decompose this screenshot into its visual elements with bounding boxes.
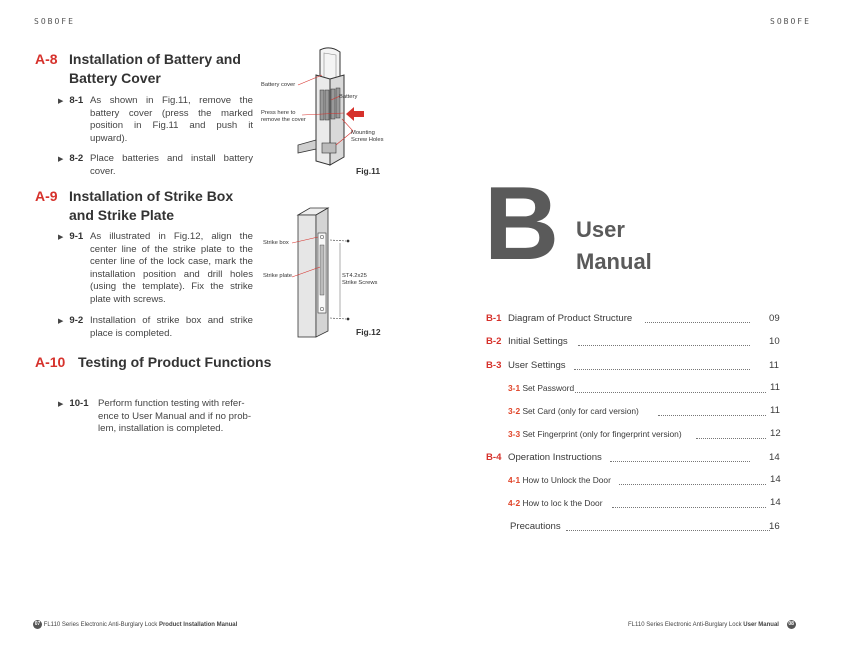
toc-label: 3-2 (508, 406, 521, 416)
footer-series: FL110 Series Electronic Anti-Burglary Lock (628, 622, 744, 629)
toc-page: 09 (769, 313, 780, 324)
toc-label: B-3 (486, 360, 502, 371)
toc-leader-dots (610, 461, 750, 462)
toc-entry[interactable] (486, 452, 786, 464)
toc-label: B-2 (486, 336, 502, 347)
section-a8-heading (35, 50, 265, 86)
chapter-title (576, 214, 652, 278)
step-number: 10-1 (69, 398, 89, 409)
text-line: As illustrated in Fig.12, align the (90, 231, 253, 242)
toc-text: Initial Settings (508, 336, 568, 347)
step-9-2 (58, 315, 87, 329)
bullet-triangle-icon: ▶ (58, 401, 64, 408)
step-9-1 (58, 231, 87, 245)
text-line: place is completed. (90, 327, 173, 339)
text-line: lem, installation is completed. (98, 423, 224, 435)
toc-leader-dots (645, 322, 750, 323)
figure-12-caption: Fig.12 (356, 327, 381, 337)
toc-label: 3-1 (508, 383, 521, 393)
toc-page: 11 (770, 405, 780, 416)
footer-manual-name: User Manual (743, 622, 779, 629)
toc-text: User Settings (508, 360, 566, 371)
toc-page: 14 (770, 474, 781, 485)
text-line: upward). (90, 132, 128, 144)
toc-page: 10 (769, 336, 780, 347)
toc-text: How to loc k the Door (522, 498, 603, 508)
toc-page: 14 (770, 497, 781, 508)
callout-press-here (261, 110, 306, 124)
step-9-2-text (90, 315, 253, 340)
footer-manual-name: Product Installation Manual (158, 622, 238, 629)
text-line: (using the template). Fix the strike (90, 281, 253, 293)
toc-label: B-1 (486, 313, 502, 324)
text-line: Perform function testing with refer- (98, 398, 245, 409)
step-8-2 (58, 153, 87, 167)
toc-label: B-4 (486, 452, 502, 463)
toc-subentry[interactable] (508, 406, 786, 418)
text-line: As shown in Fig.11, remove the (90, 95, 253, 106)
footer-right (628, 620, 796, 629)
toc-page: 14 (769, 452, 780, 463)
step-number: 9-2 (69, 315, 84, 326)
callout-line: Mounting (351, 130, 375, 136)
toc-label: 4-2 (508, 498, 521, 508)
chapter-letter: B (484, 166, 558, 282)
page-number-badge: 07 (34, 621, 41, 627)
callout-battery: Battery (339, 94, 358, 100)
step-8-2-text (90, 153, 253, 178)
bullet-triangle-icon: ▶ (58, 234, 64, 241)
text-line: center line of the strike plate to the (90, 243, 253, 255)
toc-text: Set Fingerprint (only for fingerprint version) (522, 429, 682, 439)
section-number: A-8 (35, 51, 58, 67)
figure-11-caption: Fig.11 (356, 166, 381, 176)
section-number: A-10 (35, 354, 66, 370)
text-line: Place batteries and install battery (90, 153, 253, 164)
page-number-badge: 08 (788, 621, 794, 627)
toc-page: 16 (769, 521, 780, 532)
text-line: installation position and drill holes (90, 268, 253, 280)
brand-logo-left: SOBOFE (34, 17, 75, 26)
toc-entry[interactable] (486, 313, 786, 325)
callout-line: Press here to (261, 110, 296, 116)
callout-mounting-screws (351, 130, 384, 144)
toc-leader-dots (619, 484, 766, 485)
toc-entry[interactable] (486, 336, 786, 348)
brand-logo-right: SOBOFE (770, 17, 811, 26)
toc-leader-dots (566, 530, 770, 531)
callout-strike-box: Strike box (263, 240, 289, 246)
toc-text: Operation Instructions (508, 452, 602, 463)
footer-series: FL110 Series Electronic Anti-Burglary Lock (43, 622, 159, 629)
text-line: Installation of strike box and strike (90, 315, 253, 326)
bullet-triangle-icon: ▶ (58, 156, 64, 163)
step-8-1-text (90, 95, 253, 145)
step-9-1-text (90, 231, 253, 307)
step-10-1-text (98, 398, 263, 436)
toc-subentry[interactable] (508, 498, 786, 510)
callout-line: ST4.2x25 (342, 273, 367, 279)
chapter-title-line: User (576, 217, 625, 242)
chapter-title-line: Manual (576, 249, 652, 274)
callout-strike-plate: Strike plate (263, 273, 292, 279)
text-line: plate with screws. (90, 293, 166, 305)
toc-subentry[interactable] (508, 383, 786, 395)
toc-entry[interactable] (486, 360, 786, 372)
toc-leader-dots (696, 438, 766, 439)
toc-page: 11 (770, 382, 780, 393)
section-title: Installation of Strike Box (69, 188, 234, 204)
callout-strike-screws (342, 273, 377, 287)
section-title: Battery Cover (69, 70, 161, 86)
text-line: position in Fig.11 and push it (90, 120, 253, 132)
toc-text: Set Card (only for card version) (522, 406, 639, 416)
toc-text: Precautions (510, 521, 561, 532)
toc-text: Set Password (522, 383, 575, 393)
step-number: 8-2 (69, 153, 84, 164)
text-line: ence to User Manual and if no prob- (98, 410, 252, 422)
section-title: Installation of Battery and (69, 51, 241, 67)
toc-subentry[interactable] (508, 475, 786, 487)
toc-text: Diagram of Product Structure (508, 313, 633, 324)
bullet-triangle-icon: ▶ (58, 98, 64, 105)
section-title: and Strike Plate (69, 207, 175, 223)
section-title: Testing of Product Functions (78, 354, 272, 370)
step-10-1 (58, 398, 93, 412)
section-number: A-9 (35, 188, 58, 204)
step-number: 8-1 (69, 95, 84, 106)
toc-leader-dots (575, 392, 766, 393)
bullet-triangle-icon: ▶ (58, 318, 64, 325)
toc-label: 4-1 (508, 475, 521, 485)
toc-subentry[interactable] (508, 429, 786, 441)
text-line: cover. (90, 165, 116, 177)
callout-line: remove the cover (261, 117, 306, 123)
section-a9-heading (35, 187, 265, 223)
section-a10-heading (35, 353, 285, 372)
callout-line: Strike Screws (342, 280, 378, 286)
callout-line: Screw Holes (351, 137, 384, 143)
toc-leader-dots (578, 345, 750, 346)
toc-leader-dots (574, 369, 750, 370)
text-line: battery cover (press the marked (90, 107, 253, 119)
toc-label: 3-3 (508, 429, 521, 439)
toc-leader-dots (612, 507, 766, 508)
toc-leader-dots (658, 415, 766, 416)
callout-battery-cover: Battery cover (261, 82, 296, 88)
toc-entry[interactable] (510, 521, 786, 533)
step-number: 9-1 (69, 231, 84, 242)
toc-page: 12 (770, 428, 781, 439)
toc-text: How to Unlock the Door (522, 475, 611, 485)
footer-left (33, 620, 237, 629)
toc-page: 11 (769, 360, 779, 371)
text-line: center line of the lock case, mark the (90, 256, 253, 268)
